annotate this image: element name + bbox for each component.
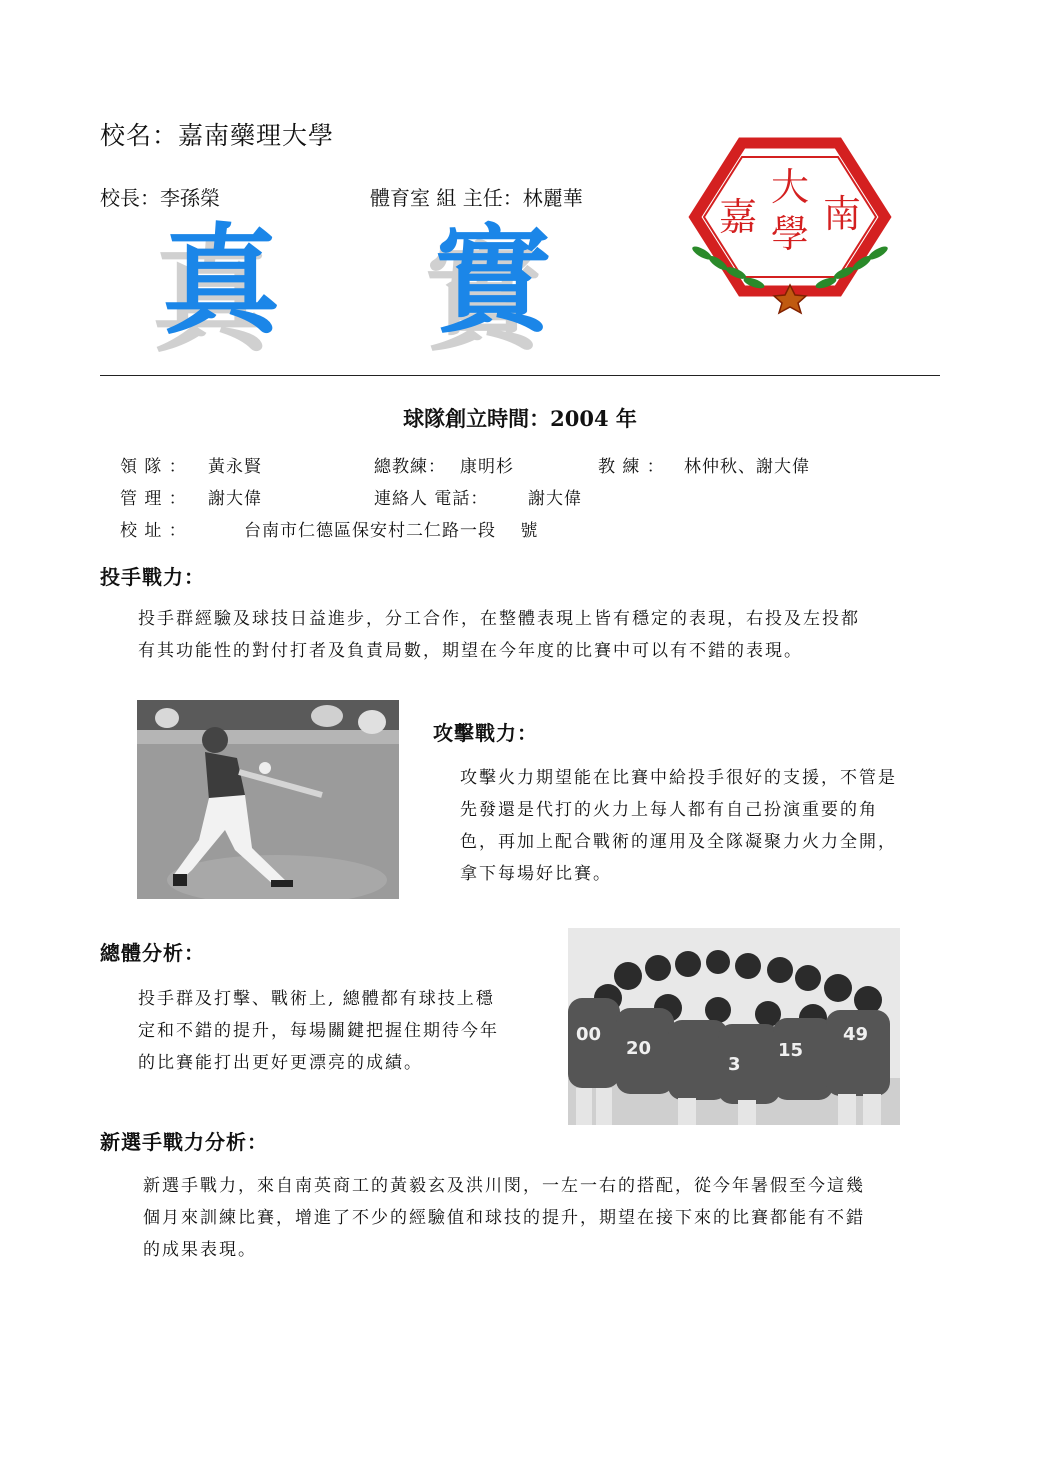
address-label: 校 址 ：: [120, 521, 187, 541]
leader-name: 黃永賢: [208, 457, 262, 477]
jersey-number-1: 00: [576, 1024, 602, 1045]
rookies-line-3: 的成果表現。: [143, 1240, 257, 1260]
rookies-heading: 新選手戰力分析：: [100, 1130, 268, 1154]
manager-label: 管 理 ：: [120, 489, 187, 509]
jersey-number-4: 15: [778, 1040, 804, 1061]
batting-line-1: 攻擊火力期望能在比賽中給投手很好的支援，不管是: [460, 768, 897, 788]
coach-names: 林仲秋、謝大偉: [684, 457, 810, 477]
principal-name: 校長：李孫榮: [100, 186, 220, 210]
batting-line-3: 色，再加上配合戰術的運用及全隊凝聚力火力全開，: [460, 832, 897, 852]
rookies-line-1: 新選手戰力，來自南英商工的黃毅玄及洪川閔，一左一右的搭配，從今年暑假至今這幾: [143, 1176, 865, 1196]
university-logo: [680, 135, 900, 315]
header-divider: [100, 375, 940, 376]
batting-heading: 攻擊戰力：: [433, 721, 538, 745]
leader-label: 領 隊 ：: [120, 457, 187, 477]
team-founded: 球隊創立時間：2004 年: [403, 406, 637, 431]
batting-line-2: 先發還是代打的火力上每人都有自己扮演重要的角: [460, 800, 878, 820]
jersey-number-3: 3: [728, 1054, 741, 1075]
sports-director: 體育室 組 主任：林麗華: [370, 186, 583, 210]
rookies-line-2: 個月來訓練比賽，增進了不少的經驗值和球技的提升，期望在接下來的比賽都能有不錯: [143, 1208, 865, 1228]
contact-name: 謝大偉: [528, 489, 582, 509]
overall-line-2: 定和不錯的提升，每場關鍵把握住期待今年: [138, 1021, 499, 1041]
jersey-number-2: 20: [626, 1038, 652, 1059]
logo-char-right: 南: [822, 192, 862, 236]
coach-label: 教 練 ：: [598, 457, 665, 477]
jersey-number-5: 49: [843, 1024, 869, 1045]
address: 台南市仁德區保安村二仁路一段 號: [244, 521, 539, 541]
motto-char-2: 實: [434, 212, 553, 350]
batting-line-4: 拿下每場好比賽。: [460, 864, 612, 884]
head-coach-name: 康明杉: [460, 457, 514, 477]
manager-name: 謝大偉: [208, 489, 262, 509]
head-coach-label: 總教練：: [374, 457, 446, 477]
batter-photo: [137, 700, 399, 899]
overall-line-1: 投手群及打擊、戰術上, 總體都有球技上穩: [138, 989, 495, 1009]
logo-char-left: 嘉: [718, 195, 758, 239]
overall-heading: 總體分析：: [100, 941, 205, 965]
contact-label: 連絡人 電話：: [374, 489, 489, 509]
logo-char-top: 大: [770, 165, 810, 209]
pitching-line-2: 有其功能性的對付打者及負責局數，期望在今年度的比賽中可以有不錯的表現。: [138, 641, 803, 661]
logo-char-bottom: 學: [770, 212, 810, 256]
pitching-line-1: 投手群經驗及球技日益進步，分工合作，在整體表現上皆有穩定的表現，右投及左投都: [138, 609, 860, 629]
team-huddle-photo: [568, 928, 900, 1125]
overall-line-3: 的比賽能打出更好更漂亮的成績。: [138, 1053, 423, 1073]
school-name: 校名：嘉南藥理大學: [100, 121, 335, 150]
motto-char-1: 真: [162, 212, 281, 350]
pitching-heading: 投手戰力：: [100, 565, 205, 589]
